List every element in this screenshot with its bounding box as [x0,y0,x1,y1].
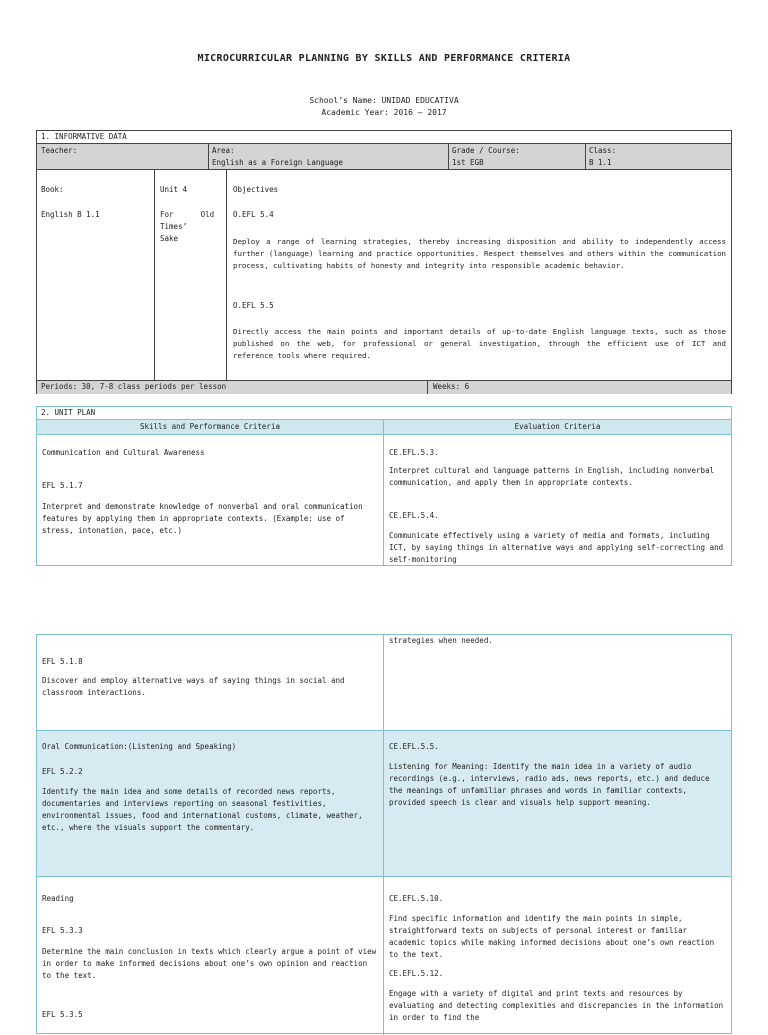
column-header-evaluation: Evaluation Criteria [384,420,731,435]
unit-label: Unit 4 [160,185,188,194]
criterion-text: Listening for Meaning: Identify the main idea in a variety of audio recordings (e.g., interviews, radio ads, news reports, etc.) and deduce the meanings of unfamiliar phrases and words in familiar contexts, provided speech is clear and visuals help support meaning. [389,762,710,807]
periods-row [37,380,731,394]
skill-code: EFL 5.3.5 [42,1010,83,1019]
skill-text: Determine the main conclusion in texts which clearly argue a point of view in order to make informed decisions about one’s own opinion and reaction to the text. [42,947,377,980]
column-header-skills: Skills and Performance Criteria [37,420,383,435]
page-title: MICROCURRICULAR PLANNING BY SKILLS AND PERFORMANCE CRITERIA [197,53,571,64]
skill-code: EFL 5.3.3 [42,926,83,935]
school-info [0,95,768,119]
skill-text: Discover and employ alternative ways of saying things in social and classroom interactions. [42,676,345,697]
section-heading: 2. UNIT PLAN [37,407,731,420]
section-heading: 1. INFORMATIVE DATA [37,131,731,144]
unit-plan-table [36,406,732,566]
area-value: English as a Foreign Language [212,158,343,167]
skill-code: EFL 5.1.8 [42,657,83,666]
unit-plan-table-continued [36,634,732,1034]
objective-code: O.EFL 5.4 [233,210,274,219]
criterion-code: CE.EFL.5.12. [389,969,444,978]
unit-name-line-2: Times’ [160,222,188,231]
area-label: Area: [212,146,235,155]
class-label: Class: [589,146,617,155]
criterion-text: Interpret cultural and language patterns in English, including nonverbal communication, and apply them in appropriate contexts. [389,466,715,487]
skill-code: EFL 5.2.2 [42,767,83,776]
skill-heading: Communication and Cultural Awareness [42,448,205,457]
skill-text: Interpret and demonstrate knowledge of nonverbal and oral communication features by applying them in appropriate contexts. (Example: use of stress, intonation, pace, etc.) [42,502,363,535]
class-cell [585,144,731,170]
criterion-text: Find specific information and identify the main points in simple, straightforward texts on subjects of personal interest or familiar academic topics while making informed decisions about one’s own reaction to the text. [389,914,715,959]
weeks-text: Weeks: 6 [433,382,470,391]
informative-data-table [36,130,732,394]
grade-cell [448,144,585,170]
criterion-text: Communicate effectively using a variety of media and formats, including ICT, by saying things in alternative ways and applying self-correcting and self-monitoring [389,531,724,564]
objective-text: Deploy a range of learning strategies, thereby increasing disposition and ability to independently access further (language) learning and practice opportunities. Respect themselves and others within the communication process, cultivating habits of honesty and integrity into responsible academic behavior. [233,237,726,270]
class-value: B 1.1 [589,158,612,167]
objectives-label: Objectives [233,185,279,194]
criterion-text: Engage with a variety of digital and print texts and resources by evaluating and detecting complexities and discrepancies in the information in order to find the [389,989,724,1022]
criterion-code: CE.EFL.5.4. [389,511,439,520]
objective-code: O.EFL 5.5 [233,301,274,310]
unit-name-line-3: Sake [160,234,179,243]
skill-text: Identify the main idea and some details of recorded news reports, documentaries and interviews reporting on seasonal festivities, environmental issues, food and international customs, climate, weather, etc., where the visuals support the commentary. [42,787,363,832]
academic-year: Academic Year: 2016 – 2017 [321,108,447,117]
skill-heading: Oral Communication:(Listening and Speaking) [42,742,237,751]
skill-code: EFL 5.1.7 [42,481,83,490]
grade-label: Grade / Course: [452,146,520,155]
school-name: School’s Name: UNIDAD EDUCATIVA [309,96,459,105]
teacher-cell [37,144,208,170]
area-cell [208,144,448,170]
unit-name-line-1: For Old [160,210,215,219]
objective-text: Directly access the main points and important details of up-to-date English language texts, such as those published on the web, for professional or general investigation, through the efficient use of ICT and reference tools where required. [233,327,726,360]
teacher-label: Teacher: [41,146,78,155]
criterion-text: strategies when needed. [389,636,493,645]
grade-value: 1st EGB [452,158,484,167]
periods-text: Periods: 30, 7-8 class periods per lesson [41,382,227,391]
skill-heading: Reading [42,894,74,903]
book-value: English B 1.1 [41,210,100,219]
criterion-code: CE.EFL.5.10. [389,894,444,903]
book-label: Book: [41,185,64,194]
criterion-code: CE.EFL.5.5. [389,742,439,751]
criterion-code: CE.EFL.5.3. [389,448,439,457]
